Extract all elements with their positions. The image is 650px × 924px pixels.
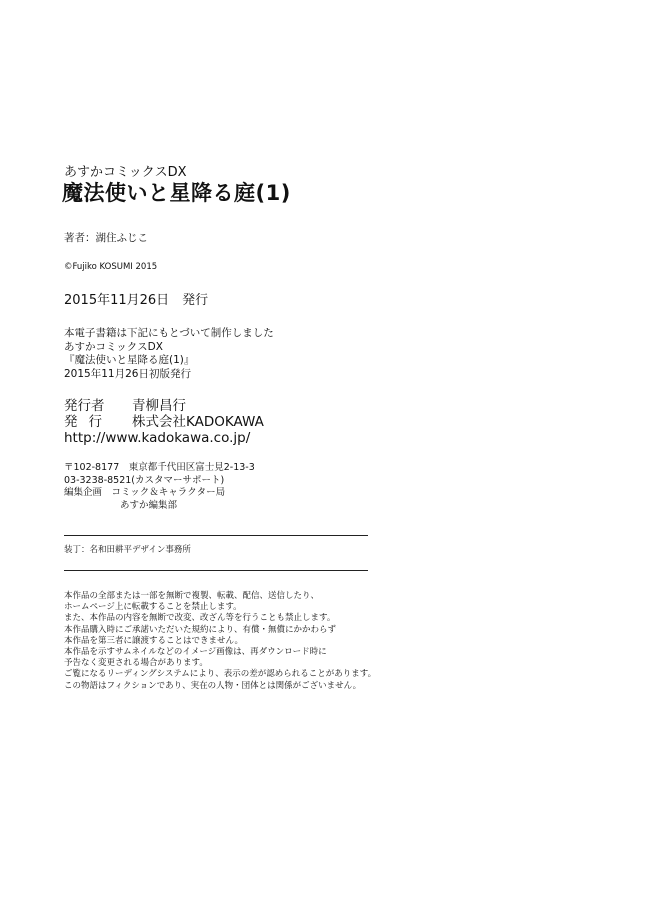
publication-date: 2015年11月26日 発行 [64,293,209,308]
editorial-division: 編集企画 コミック＆キャラクター局 [64,487,226,498]
author-credit: 著者：湖住ふじこ [64,232,148,244]
publisher-name: 株式会社KADOKAWA [132,414,264,430]
edition-info [64,327,274,381]
notice-line: ご覧になるリーディングシステムにより、表示の差が認められることがあります。 [64,669,377,680]
notice-line: この物語はフィクションであり、実在の人物・団体とは関係がございません。 [64,680,362,691]
publisher-block [64,398,264,446]
postal-address: 〒102-8177 東京都千代田区富士見2-13-3 [64,462,255,473]
edition-line: 『魔法使いと星降る庭(1)』 [64,354,195,366]
legal-notice [64,591,376,692]
editorial-department: あすか編集部 [120,499,178,511]
publisher-row [64,414,264,430]
book-title: 魔法使いと星降る庭(1) [62,181,291,205]
edition-line: あすかコミックスDX [64,340,163,353]
issuer-row [64,398,264,414]
notice-line: ホームページ上に転載することを禁止します。 [64,602,242,613]
address-block [64,462,255,512]
edition-line: 2015年11月26日初版発行 [64,367,191,380]
issuer-name: 青柳昌行 [132,398,186,414]
copyright-notice: ©Fujiko KOSUMI 2015 [64,262,158,272]
notice-line: 本作品の全部または一部を無断で複製、転載、配信、送信したり、 [64,591,320,601]
notice-line: また、本作品の内容を無断で改変、改ざん等を行うことも禁止します。 [64,613,336,624]
divider-top [64,535,368,536]
edition-line: 本電子書籍は下記にもとづいて制作しました [64,327,274,339]
divider-bottom [64,570,368,571]
notice-line: 本作品を第三者に譲渡することはできません。 [64,635,244,646]
notice-line: 本作品を示すサムネイルなどのイメージ画像は、再ダウンロード時に [64,646,327,657]
design-credit: 装丁：名和田耕平デザイン事務所 [64,545,191,555]
series-name: あすかコミックスDX [64,165,187,180]
notice-line: 予告なく変更される場合があります。 [64,658,208,669]
publisher-url: http://www.kadokawa.co.jp/ [64,430,251,446]
issuer-label: 発行者 [64,398,105,414]
phone-number: 03-3238-8521(カスタマーサポート) [64,474,225,486]
publisher-label: 発行 [64,414,113,430]
notice-line: 本作品購入時にご承諾いただいた規約により、有償・無償にかかわらず [64,624,337,635]
